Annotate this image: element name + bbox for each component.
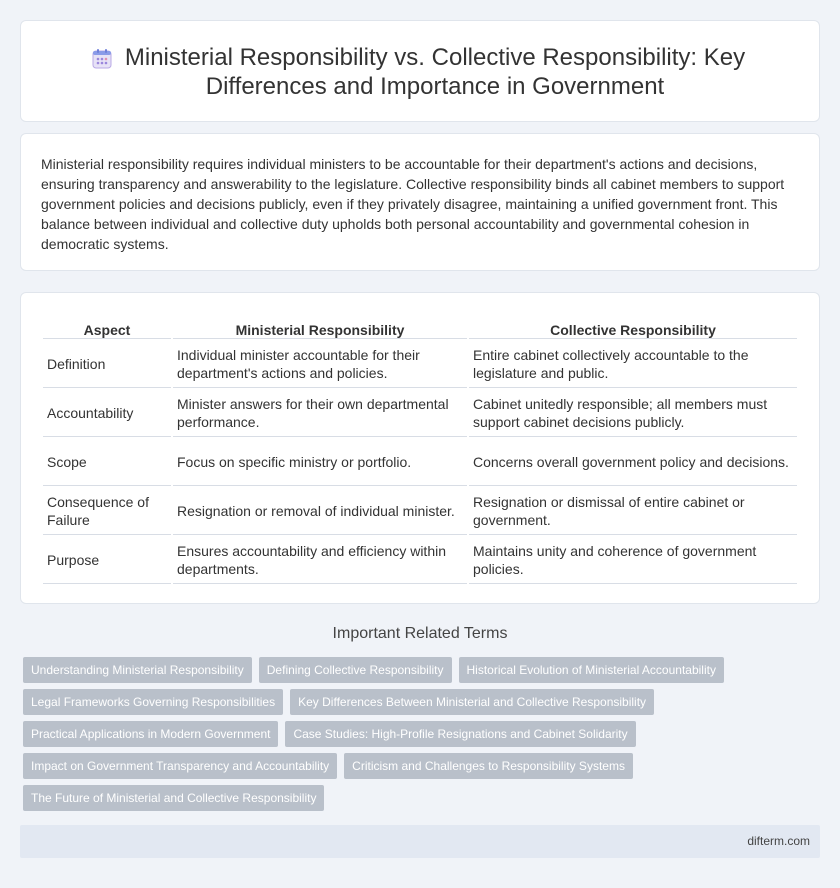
table-row — [43, 341, 797, 388]
column-header-aspect: Aspect — [43, 315, 171, 339]
cell-ministerial: Ensures accountability and efficiency within departments. — [173, 537, 467, 584]
cell-collective: Maintains unity and coherence of government policies. — [469, 537, 797, 584]
related-term-tag[interactable]: Historical Evolution of Ministerial Accountability — [459, 657, 724, 683]
page-title: Ministerial Responsibility vs. Collective Responsibility: Key Differences and Importance in Government — [124, 44, 746, 100]
cell-aspect: Purpose — [43, 537, 171, 584]
footer-bar — [20, 825, 820, 858]
related-term-tag[interactable]: Practical Applications in Modern Government — [23, 721, 278, 747]
intro-paragraph: Ministerial responsibility requires individual ministers to be accountable for their department's actions and decisions, ensuring transparency and answerability to the legislature. Collective responsibility binds all cabinet members to support government policies and decisions publicly, even if they privately disagree, maintaining a unified government front. This balance between individual and collective duty upholds both personal accountability and governmental cohesion in democratic systems. — [41, 156, 785, 252]
related-terms-heading: Important Related Terms — [332, 625, 508, 642]
table-row — [43, 439, 797, 486]
column-header-ministerial: Ministerial Responsibility — [173, 315, 467, 339]
cell-ministerial: Individual minister accountable for their department's actions and policies. — [173, 341, 467, 388]
related-term-tag[interactable]: The Future of Ministerial and Collective Responsibility — [23, 785, 324, 811]
comparison-table — [41, 313, 799, 586]
cell-ministerial: Minister answers for their own departmental performance. — [173, 390, 467, 437]
table-row — [43, 390, 797, 437]
related-term-tag[interactable]: Defining Collective Responsibility — [259, 657, 452, 683]
cell-collective: Cabinet unitedly responsible; all members must support cabinet decisions publicly. — [469, 390, 797, 437]
intro-card — [20, 133, 820, 271]
related-term-tag[interactable]: Understanding Ministerial Responsibility — [23, 657, 252, 683]
cell-aspect: Scope — [43, 439, 171, 486]
comparison-card — [20, 292, 820, 604]
related-term-tag[interactable]: Key Differences Between Ministerial and Collective Responsibility — [290, 689, 654, 715]
related-terms-list — [23, 657, 813, 811]
cell-collective: Entire cabinet collectively accountable to the legislature and public. — [469, 341, 797, 388]
cell-ministerial: Resignation or removal of individual minister. — [173, 488, 467, 535]
cell-ministerial: Focus on specific ministry or portfolio. — [173, 439, 467, 486]
related-term-tag[interactable]: Case Studies: High-Profile Resignations and Cabinet Solidarity — [285, 721, 635, 747]
title-card — [20, 20, 820, 122]
cell-collective: Resignation or dismissal of entire cabinet or government. — [469, 488, 797, 535]
cell-aspect: Consequence of Failure — [43, 488, 171, 535]
footer-site-link[interactable]: difterm.com — [747, 834, 810, 848]
table-row — [43, 488, 797, 535]
related-term-tag[interactable]: Legal Frameworks Governing Responsibilities — [23, 689, 283, 715]
cell-aspect: Definition — [43, 341, 171, 388]
table-row — [43, 537, 797, 584]
table-header-row — [43, 315, 797, 339]
related-term-tag[interactable]: Criticism and Challenges to Responsibility Systems — [344, 753, 633, 779]
cell-collective: Concerns overall government policy and decisions. — [469, 439, 797, 486]
column-header-collective: Collective Responsibility — [469, 315, 797, 339]
related-term-tag[interactable]: Impact on Government Transparency and Accountability — [23, 753, 337, 779]
cell-aspect: Accountability — [43, 390, 171, 437]
